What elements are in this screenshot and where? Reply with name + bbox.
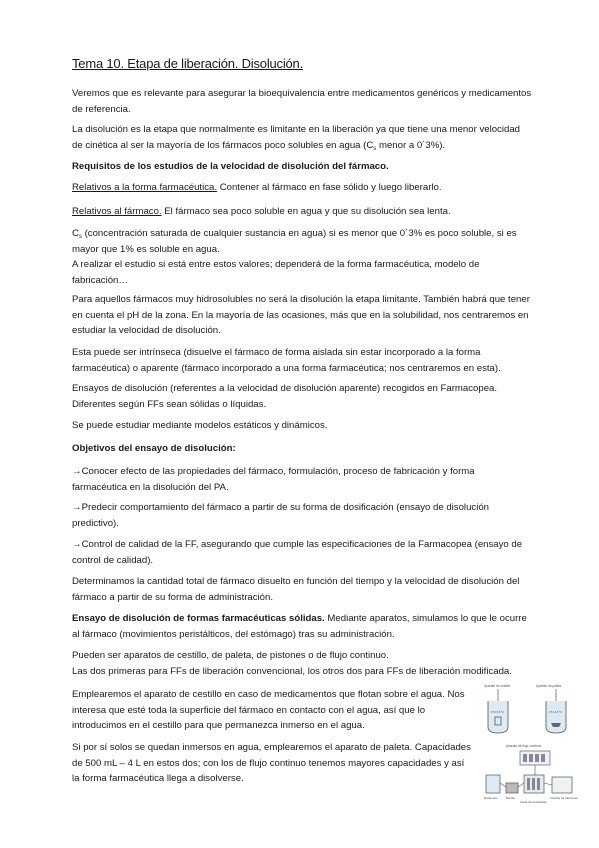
- paragraph-paddle: Si por sí solos se quedan inmersos en agua, emplearemos el aparato de paleta. Capacidades de 500 mL – 4 L en estos dos; con los de flujo continuo tenemos mayores capacidades y así la forma farmacéutica llega a disolverse.: [72, 742, 471, 784]
- paragraph-intrinsic-apparent: Esta puede ser intrínseca (disuelve el fármaco de forma aislada sin estar incorporado a la forma farmacéutica) o aparente (fármaco incorporado a una forma farmacéutica; nos centraremos en esta).: [72, 347, 501, 374]
- objective-item-3: →Control de calidad de la FF, asegurando que cumple las especificaciones de la Farmacopea (ensayo de control de calidad).: [72, 539, 523, 566]
- paragraph-solid-forms: Ensayo de disolución de formas farmacéuticas sólidas. Mediante aparatos, simulamos lo que le ocurre al fármaco (movimientos peristálticos, del estómago) tras su administración.: [72, 613, 527, 640]
- paragraph-pharmaceutical-form: Relativos a la forma farmacéutica. Contener al fármaco en fase sólido y luego liberarlo.: [72, 182, 442, 193]
- temp-right: 37 ± 0,5 °C: [549, 711, 562, 714]
- heading-objectives: Objetivos del ensayo de disolución:: [72, 443, 236, 454]
- label-basket: Aparato de cestillo: [484, 684, 511, 688]
- label-paddle: Aparato de paleta: [536, 684, 562, 688]
- paragraph-basket: Emplearemos el aparato de cestillo en caso de medicamentos que flotan sobre el agua. Nos interesa que esté toda la superficie del fármaco en contacto con el agua, así que lo introducimos en el cestillo para que permanezca inmerso en el agua.: [72, 689, 465, 731]
- objective-item-1: →Conocer efecto de las propiedades del fármaco, formulación, proceso de fabricación y forma farmacéutica en la disolución del PA.: [72, 466, 475, 493]
- dissolution-apparatus-figure: [480, 683, 580, 818]
- paragraph-models: Se puede estudiar mediante modelos estáticos y dinámicos.: [72, 420, 328, 431]
- paragraph-apparatus-types: Pueden ser aparatos de cestillo, de paleta, de pistones o de flujo continuo. Las dos primeras para FFs de liberación convencional, los otros dos para FFs de liberación modificada.: [72, 650, 512, 677]
- temp-left: 37 ± 0,5 °C: [491, 711, 504, 714]
- label-reservoir: Reservorio: [484, 796, 498, 800]
- paragraph-hydrosoluble: Para aquellos fármacos muy hidrosolubles no será la disolución la etapa limitante. También habrá que tener en cuenta el pH de la zona. En la mayoría de las ocasiones, más que en la solubilidad, nos centraremos en estudiar la velocidad de disolución.: [72, 294, 530, 336]
- page-title: Tema 10. Etapa de liberación. Disolución.: [72, 56, 303, 71]
- label-cell: Celda termostatizada: [520, 800, 547, 804]
- paragraph-bioequivalence: Veremos que es relevante para asegurar la bioequivalencia entre medicamentos genéricos y medicamentos de referencia.: [72, 88, 532, 115]
- paragraph-solubility: $C_s$ (concentración saturada de cualquier sustancia en agua) si es menor que 0´3% es poco soluble, si es mayor que 1% es soluble en agua. A realizar el estudio si está entre estos valores; dependerá de la forma farmacéutica, modelo de fabricación…: [72, 228, 517, 286]
- paragraph-drug: Relativos al fármaco. El fármaco sea poco soluble en agua y que su disolución sea lenta.: [72, 206, 451, 217]
- paragraph-dissolution-limiting: La disolución es la etapa que normalmente es limitante en la liberación ya que tiene una menor velocidad de cinética al ser la mayoría de los fármacos poco solubles en agua ($C_s$ menor a 0´3%).: [72, 124, 520, 152]
- label-pump: Bomba: [506, 796, 515, 800]
- heading-requirements: Requisitos de los estudios de la velocidad de disolución del fármaco.: [72, 161, 389, 172]
- label-collector: Colector de fracciones: [550, 796, 578, 800]
- objective-item-2: →Predecir comportamiento del fármaco a partir de su forma de dosificación (ensayo de disolución predictivo).: [72, 502, 490, 529]
- paragraph-dissolution-tests: Ensayos de disolución (referentes a la velocidad de disolución aparente) recogidos en Farmacopea. Diferentes según FFs sean sólidas o líquidas.: [72, 383, 498, 410]
- paragraph-total-amount: Determinamos la cantidad total de fármaco disuelto en función del tiempo y la velocidad de disolución del fármaco a partir de su forma de administración.: [72, 576, 520, 603]
- label-flow: Aparato de flujo continuo: [506, 744, 542, 748]
